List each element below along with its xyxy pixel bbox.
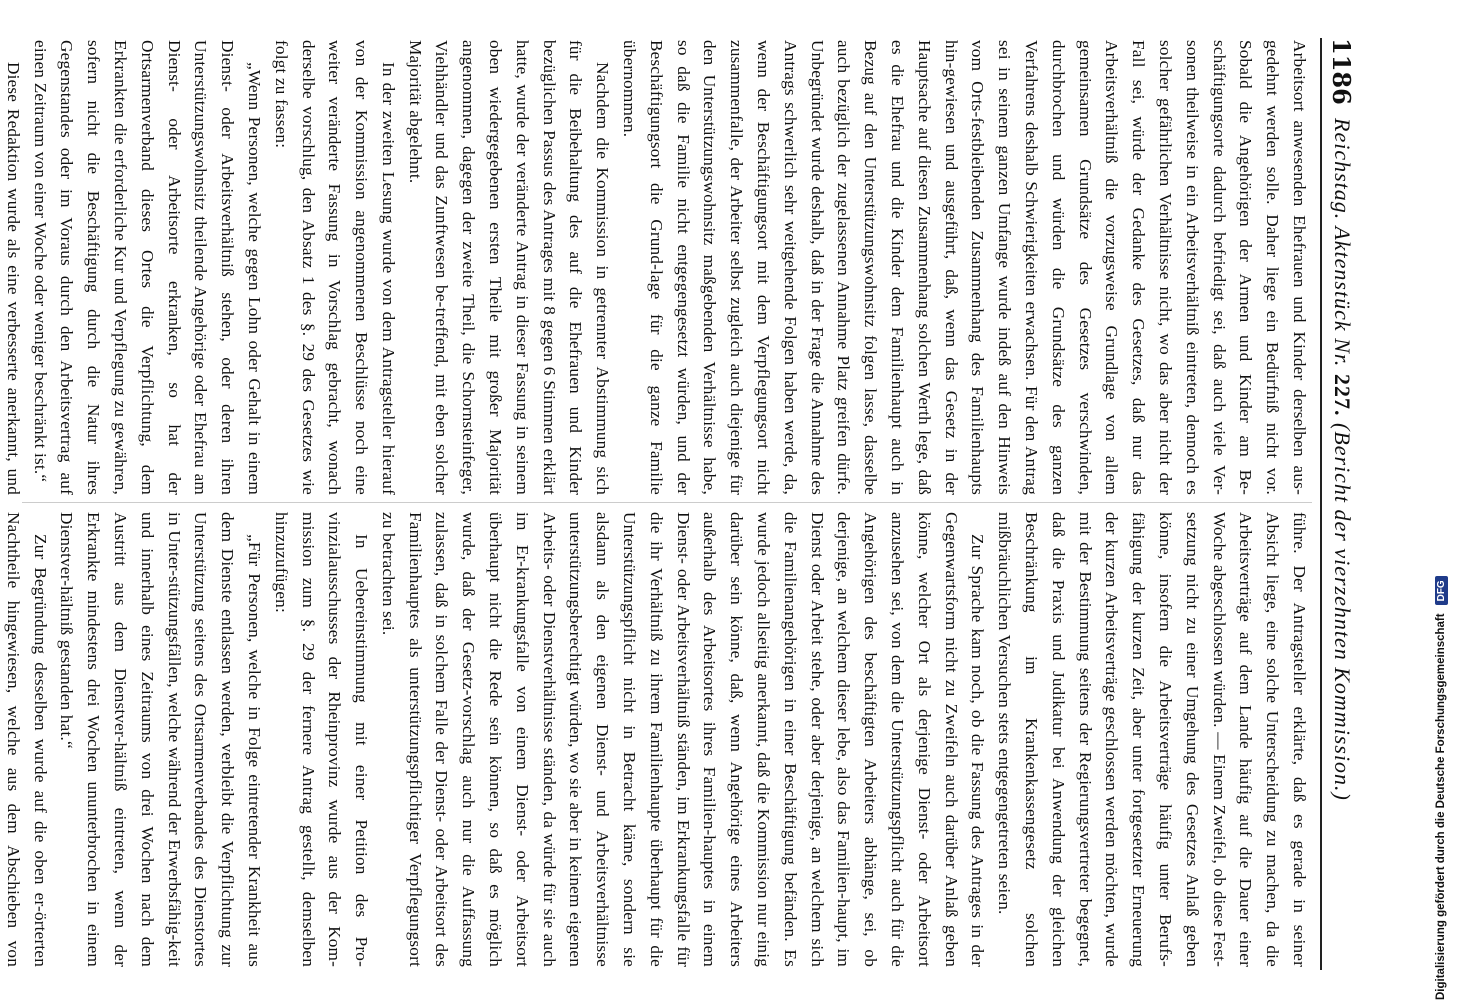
paragraph: führe. Der Antragsteller erklärte, daß es gerade in seiner Absicht liege, eine solche Unterscheidung zu machen, da die Arbeitsverträge auf dem Lande häufig auf die Dauer einer Woche abgeschlossen würden. — Einem Zweifel, ob diese Fest-setzung nicht zu einer Umgehung des Gesetzes Anlaß geben könne, insofern die Arbeitsverträge häufig unter Berufs-fähigung der kurzen Zeit, aber unter fortgesetzter Erneuerung der kurzen Arbeitsverträge geschlossen werden möchten, wurde mit der Bestimmung seitens der Regierungsvertreter begegnet, daß die Praxis und Judikatur bei Anwendung der gleichen Beschränkung im Krankenkassengesetz solchen mißbräuchlichen Versuchen stets entgegengetreten seien. — [995, 512, 1309, 967]
paragraph: In Uebereinstimmung mit einer Petition des Pro-vinzialausschusses der Rheinprovinz wurde aus der Kom-mission zum §. 29 der fernere Antrag gestellt, demselben hinzuzufügen: — [271, 512, 372, 967]
document-number: 227. — [1330, 373, 1355, 417]
quoted-paragraph: „Für Personen, welche in Folge eintretender Krankheit aus dem Dienste entlassen werden, verbleibt die Verpflichtung zur Unterstützung seitens des Ortsarmenverbandes des Dienstortes in Unter-stützungsfällen, welche während der Erwerbsfähig-keit und innerhalb eines Zeitraums von drei Wochen nach dem Austritt aus dem Dienstver-hältniß eintreten, wenn der Erkrankte mindestens drei Wochen ununterbrochen in einem Dienstver-hältniß gestanden hat.“ — [57, 512, 264, 967]
running-head — [1329, 118, 1355, 970]
page-header — [1320, 38, 1362, 970]
quoted-paragraph: „Wenn Personen, welche gegen Lohn oder Gehalt in einem Dienst- oder Arbeitsverhältniß stehen, oder deren ihren Unterstützungswohnsitz theilende Angehörige oder Ehefrau am Dienst- oder Arbeitsorte erkranken, so hat der Ortsarmenverband dieses Ortes die Verpflichtung, dem Erkrankten die erforderliche Kur und Verpflegung zu gewähren, sofern nicht die Beschäftigung durch die Natur ihres Gegenstandes oder im Voraus durch den Arbeitsvertrag auf einen Zeitraum von einer Woche oder weniger beschränkt ist.“ — [30, 40, 264, 495]
paragraph: Nachdem die Kommission in getrennter Abstimmung sich für die Beibehaltung des auf die Ehefrauen und Kinder bezüglichen Passus des Antrages mit 8 gegen 6 Stimmen erklärt hatte, wurde der veränderte Antrag in dieser Fassung in seinem oben wiedergegebenen ersten Theile mit großer Majorität angenommen, dagegen der zweite Theil, die Schornsteinfeger, Viehhändler und das Zunftwesen be-treffend, mit eben solcher Majorität abgelehnt. — [405, 40, 613, 495]
paragraph: Zur Begründung desselben wurde auf die oben er-örterten Nachtheile hingewiesen, welche aus dem Abschieben von — [3, 512, 50, 967]
paragraph: Zur Sprache kam noch, ob die Fassung des Antrages in der Gegenwartsform nicht zu Zweifeln auch darüber Anlaß geben könne, welcher Ort als derjenige Dienst- oder Arbeitsort anzusehen sei, von dem die Unterstützungspflicht auch für die Angehörigen des beschäftigten Arbeiters abhänge, sei, ob derjenige, an welchem dieser lebe, also das Familien-haupt, im Dienst oder Arbeit stehe, oder aber derjenige, an welchem sich die Familienangehörigen in einer Beschäftigung befänden. Es wurde jedoch allseitig anerkannt, daß die Kommission nur einig darüber sein könne, daß, wenn Angehörige eines Arbeiters außerhalb des Arbeitsortes ihres Familien-hauptes in einem Dienst- oder Arbeitsverhältniß ständen, im Erkrankungsfalle für die ihr Verhältniß zu ihrem Familienhaupte überhaupt für die Unterstützungspflicht nicht in Betracht käme, sondern sie alsdann als den eigenen Dienst- und Arbeitsverhältnisse unterstützungsberechtigt würden, wo sie aber in keinem eigenen Arbeits- oder Dienstverhältnisse ständen, da würde für sie auch im Er-krankungsfalle von einem Dienst- oder Arbeitsort überhaupt nicht die Rede sein können, so daß es möglich wurde, daß der Gesetz-vorschlag auch nur die Auffassung zulassen, daß in solchem Falle der Dienst- oder Arbeitsort des Familienhauptes als unterstützungspflichtiger Verpflegungsort zu betrachten sei. — [378, 512, 988, 967]
column-divider — [22, 502, 1312, 503]
credit-text: Digitalisierung gefördert durch die Deutsche Forschungsgemeinschaft — [1435, 613, 1447, 1000]
report-title: (Bericht der vierzehnten Kommission.) — [1330, 422, 1355, 801]
paragraph: In der zweiten Lesung wurde von dem Antragsteller hierauf von der Kommission angenommenen Beschlüsse noch eine weiter veränderte Fassung in Vorschlag gebracht, wonach derselbe vorschlug, den Absatz 1 des §. 29 des Gesetzes wie folgt zu fassen: — [271, 40, 398, 495]
digitization-credit — [1416, 0, 1466, 1000]
paragraph: Arbeitsort anwesenden Ehefrauen und Kinder derselben aus-gedehnt werden solle. Daher liege ein Bedürfniß nicht vor. Sobald die Angehörigen der Armen und Kinder am Be-schäftigungsorte dadurch befriedigt sei, daß auch viele Ver-sonen theilweise in ein Arbeitsverhältniß eintreten, dennoch es solcher gefährlichen Verhältnisse nicht, wo das aber nicht der Fall sei, würde der Gedanke des Gesetzes, daß nur das Arbeitsverhältniß die vorzugsweise Grundlage von allem gemeinsamen Grundsätze des Gesetzes verschwinden, durchbrochen und würden die Grundsätze des ganzen Verfahrens deshalb Schwierigkeiten erwachsen. Für den Antrag sei in seinem ganzen Umfange wurde indeß auf den Hinweis vom Orts-festbleibenden Zusammenhang des Familienhaupts hin-gewiesen und ausgeführt, daß, wenn das Gesetz in der Hauptsache auf diesen Zusammenhang solchen Werth lege, daß es die Ehefrau und die Kinder dem Familienhaupt auch in Bezug auf den Unterstützungswohnsitz folgen lasse, dasselbe auch bezüglich der zugelassenen Annahme Platz greifen dürfe. Unbegründet wurde deshalb, daß in der Frage die Annahme des Antrags schwerlich sehr weitgehende Folgen haben werde, da, wenn der Beschäftigungsort mit dem Verpflegungsort nicht zusammenfalle, der Arbeiter selbst zugleich auch diejenige für den Unterstützungswohnsitz maßgebenden Verhältnisse habe, so daß die Familie nicht entgegengesetzt würden, und der Beschäftigungsort die Grund-lage für die ganze Familie übernommen. — [620, 40, 1309, 495]
running-title: Reichstag. Aktenstück Nr. — [1330, 118, 1355, 368]
page-number: 1186 — [1327, 38, 1357, 105]
paragraph: Diese Redaktion wurde als eine verbesserte anerkannt, und — [3, 62, 23, 495]
dfg-logo: DFG — [1435, 576, 1448, 605]
digitization-sidebar — [1382, 0, 1447, 1000]
left-column — [3, 40, 1312, 495]
right-column — [3, 512, 1312, 967]
